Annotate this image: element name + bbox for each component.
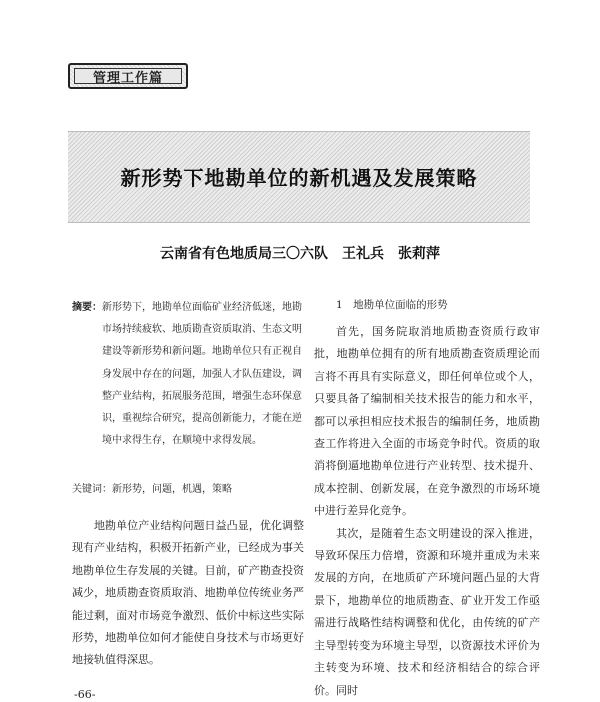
- article-title: 新形势下地勘单位的新机遇及发展策略: [120, 165, 478, 190]
- abstract: [72, 297, 304, 452]
- right-paragraph-1: 首先，国务院取消地质勘查资质行政审批，地勘单位拥有的所有地质勘查资质理论而言将不再具有实际意义，即任何单位或个人，只要具备了编制相关技术报告的能力和水平，都可以承担相应技术报告的编制任务，地质勘查工作将进入全面的市场竞争时代。资质的取消将倒逼地勘单位进行产业转型、技术提升、成本控制、创新发展，在竞争激烈的市场环境中进行差异化竞争。: [314, 325, 540, 518]
- article-authors: 云南省有色地质局三〇六队 王礼兵 张莉萍: [160, 246, 440, 262]
- section-tag: [68, 63, 188, 89]
- abstract-paragraph: [72, 297, 304, 452]
- page-number: -66-: [74, 688, 96, 701]
- right-paragraph-2: 其次，是随着生态文明建设的深入推进，导致环保压力倍增，资源和环境并重成为未来发展的方向，在地质矿产环境问题凸显的大背景下，地勘单位的地质勘查、矿业开发工作亟需进行战略性结构调整和优化，由传统的矿产主导型转变为环境主导型，以资源技术评价为主转变为环境、技术和经济相结合的综合评价。同时: [314, 526, 540, 697]
- abstract-label: 摘要：: [72, 302, 102, 313]
- keywords-text: 新形势，问题，机遇，策略: [112, 484, 232, 495]
- section-heading: 1 地勘单位面临的形势: [336, 299, 448, 311]
- keywords-label: 关键词：: [72, 484, 112, 495]
- left-column-body: [72, 515, 304, 672]
- keywords: [72, 480, 312, 495]
- right-column: [314, 297, 540, 702]
- section-tag-label: 管理工作篇: [74, 68, 182, 84]
- left-body-paragraph: 地勘单位产业结构问题日益凸显，优化调整现有产业结构，积极开拓新产业，已经成为事关地勘单位生存发展的关键。目前，矿产勘查投资减少，地质勘查资质取消、地勘单位传统业务严能过剩，面对市场竞争激烈、低价中标这些实际形势，地勘单位如何才能使自身技术与市场更好地接轨值得深思。: [72, 519, 304, 667]
- abstract-text: 新形势下，地勘单位面临矿业经济低迷，地勘市场持续疲软、地质勘查资质取消、生态文明建设等新形势和新问题。地勘单位只有正视自身发展中存在的问题，加强人才队伍建设，调整产业结构，拓展服务范围，增强生态环保意识，重视综合研究，提高创新能力，才能在逆境中求得生存，在顺境中求得发展。: [102, 302, 302, 447]
